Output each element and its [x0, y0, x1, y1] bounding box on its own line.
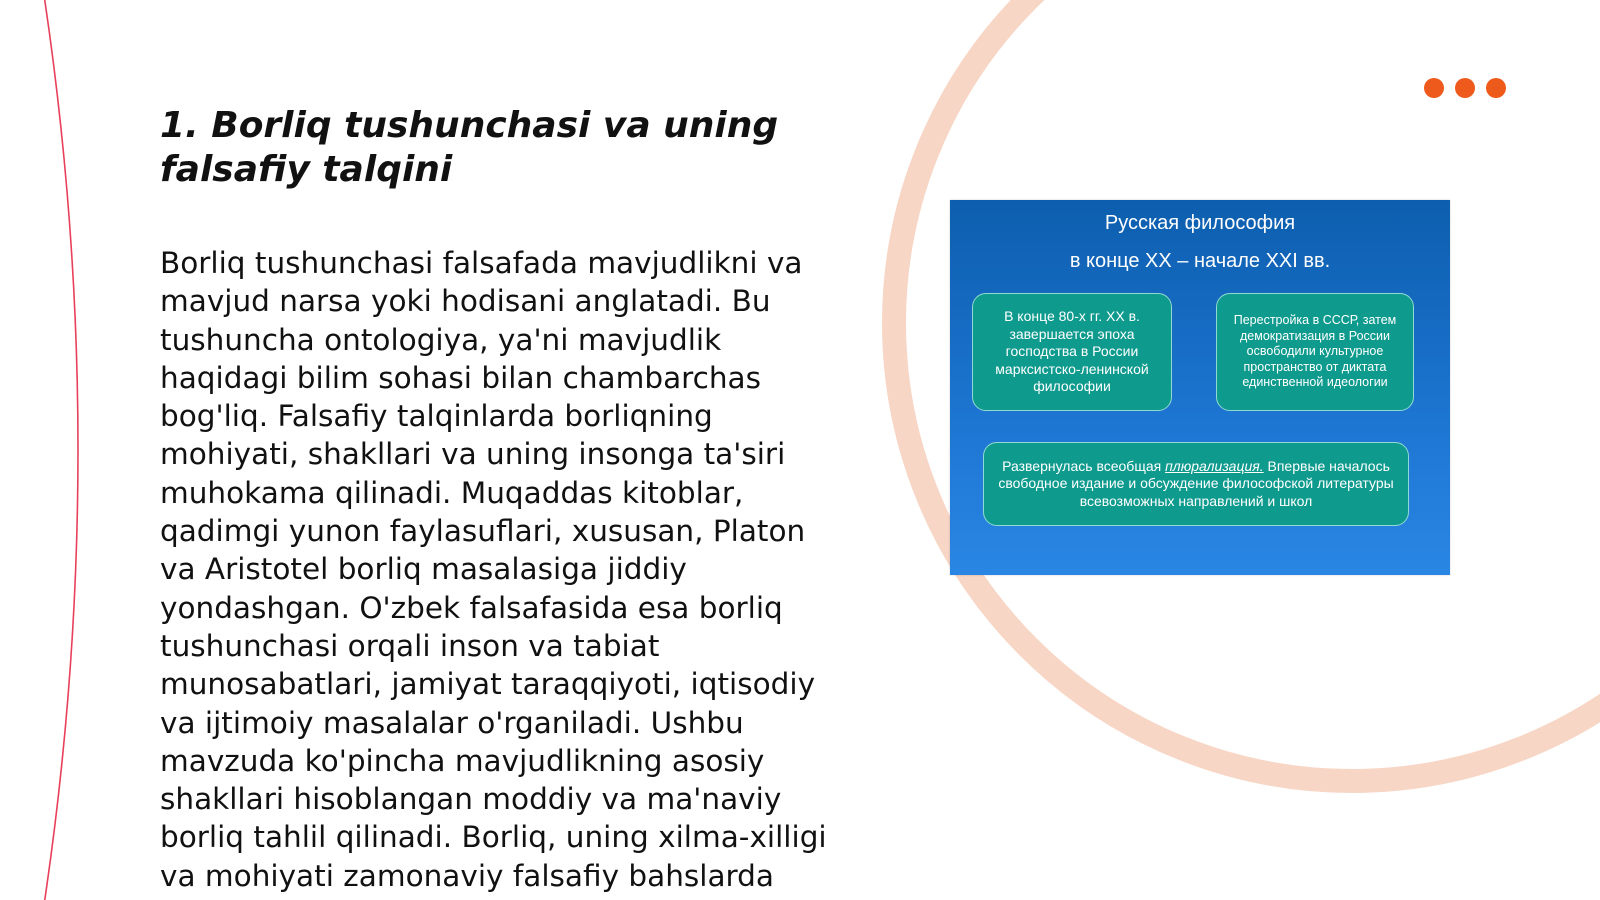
image-box-3-underlined-term: плюрализация.: [1165, 457, 1264, 474]
image-title-line-2: в конце XX – начале XXI вв.: [1069, 250, 1331, 272]
dot-2: [1455, 78, 1475, 98]
image-box-2: Перестройка в СССР, затем демократизация в России освободили культурное пространство от диктата единственной идеологии: [1216, 293, 1414, 411]
image-title-line-1: Русская философия: [1104, 212, 1296, 234]
image-box-1: В конце 80-х гг. XX в. завершается эпоха господства в России марксистско-ленинской философии: [972, 293, 1172, 411]
image-box-3-text-start: Развернулась всеобщая: [1002, 457, 1166, 474]
image-box-3-text-end: Впервые началось свободное издание и обсуждение философской литературы всевозможных направлений и школ: [998, 457, 1394, 509]
left-edge-arc: [44, 0, 78, 900]
dot-3: [1486, 78, 1506, 98]
slide-title: 1. Borliq tushunchasi va uning falsafiy talqini: [160, 105, 779, 190]
image-box-3: [983, 442, 1409, 526]
embedded-slide-image: [950, 200, 1450, 575]
menu-dots: [1424, 78, 1506, 98]
slide-body-text: Borliq tushunchasi falsafada mavjudlikni va mavjud narsa yoki hodisani anglatadi. Bu tushuncha ontologiya, ya'ni mavjudlik haqidagi bilim sohasi bilan chambarchas bog'liq. Falsafiy talqinlarda borliqning mohiyati, shakllari va uning insonga ta'siri muhokama qilinadi. Muqaddas kitoblar, qadimgi yunon faylasuflari, xususan, Platon va Aristotel borliq masalasiga jiddiy yondashgan. O'zbek falsafasida esa borliq tushunchasi orqali inson va tabiat munosabatlari, jamiyat taraqqiyoti, iqtisodiy va ijtimoiy masalalar o'rganiladi. Ushbu mavzuda ko'pincha mavjudlikning asosiy shakllari hisoblangan moddiy va ma'naviy borliq tahlil qilinadi. Borliq, uning xilma-xilligi va mohiyati zamonaviy falsafiy bahslarda: [160, 246, 827, 893]
dot-1: [1424, 78, 1444, 98]
